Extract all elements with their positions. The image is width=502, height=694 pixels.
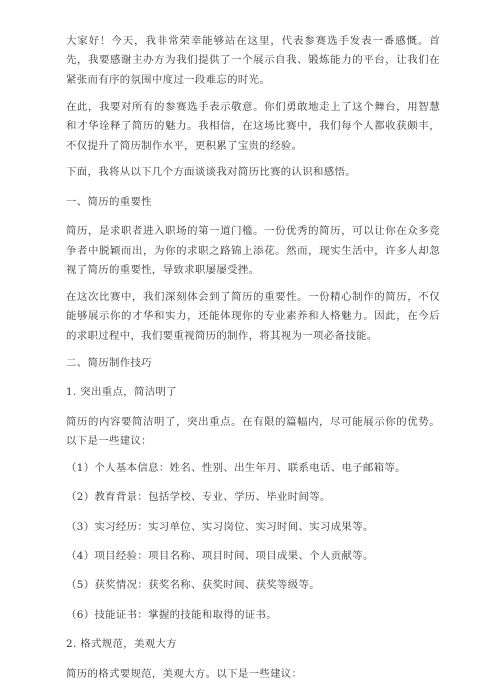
subheading-concise: 1. 突出重点，简洁明了 bbox=[66, 386, 177, 399]
section-heading-importance: 一、简历的重要性 bbox=[66, 195, 152, 208]
list-item: （5）获奖情况：获奖名称、获奖时间、获奖等级等。 bbox=[66, 579, 320, 592]
list-item: （4）项目经验：项目名称、项目时间、项目成果、个人贡献等。 bbox=[66, 550, 374, 563]
document-body bbox=[66, 32, 440, 694]
intro-paragraph: 大家好！今天，我非常荣幸能够站在这里，代表参赛选手发表一番感慨。首先，我要感谢主办方为我们提供了一个展示自我、锻炼能力的平台，让我们在紧张而有序的氛围中度过一段难忘的时光。 bbox=[66, 35, 440, 86]
insight-paragraph: 在这次比赛中，我们深刻体会到了简历的重要性。一份精心制作的简历，不仅能够展示你的才华和实力，还能体现你的专业素养和人格魅力。因此，在今后的求职过程中，我们要重视简历的制作，将其视为一项必备技能。 bbox=[66, 290, 440, 342]
section-heading-techniques: 二、简历制作技巧 bbox=[66, 356, 152, 369]
concise-paragraph: 简历的内容要简洁明了，突出重点。在有限的篇幅内，尽可能展示你的优势。以下是一些建议： bbox=[66, 415, 440, 447]
list-item: （1）个人基本信息：姓名、性别、出生年月、联系电话、电子邮箱等。 bbox=[66, 461, 406, 474]
list-item: （6）技能证书：掌握的技能和取得的证书。 bbox=[66, 608, 278, 621]
respect-paragraph: 在此，我要对所有的参赛选手表示敬意。你们勇敢地走上了这个舞台，用智慧和才华诠释了简历的魅力。我相信，在这场比赛中，我们每个人都收获颇丰，不仅提升了简历制作水平，更积累了宝贵的经验。 bbox=[66, 100, 440, 152]
format-paragraph: 简历的格式要规范，美观大方。以下是一些建议： bbox=[66, 667, 303, 680]
list-item: （2）教育背景：包括学校、专业、学历、毕业时间等。 bbox=[66, 491, 331, 504]
subheading-format: 2. 格式规范，美观大方 bbox=[66, 638, 177, 651]
list-item: （3）实习经历：实习单位、实习岗位、实习时间、实习成果等。 bbox=[66, 520, 374, 533]
preview-paragraph: 下面，我将从以下几个方面谈谈我对简历比赛的认识和感悟。 bbox=[66, 166, 356, 179]
importance-paragraph: 简历，是求职者进入职场的第一道门槛。一份优秀的简历，可以让你在众多竞争者中脱颖而出，为你的求职之路锦上添花。然而，现实生活中，许多人却忽视了简历的重要性，导致求职屡屡受挫。 bbox=[66, 225, 440, 277]
